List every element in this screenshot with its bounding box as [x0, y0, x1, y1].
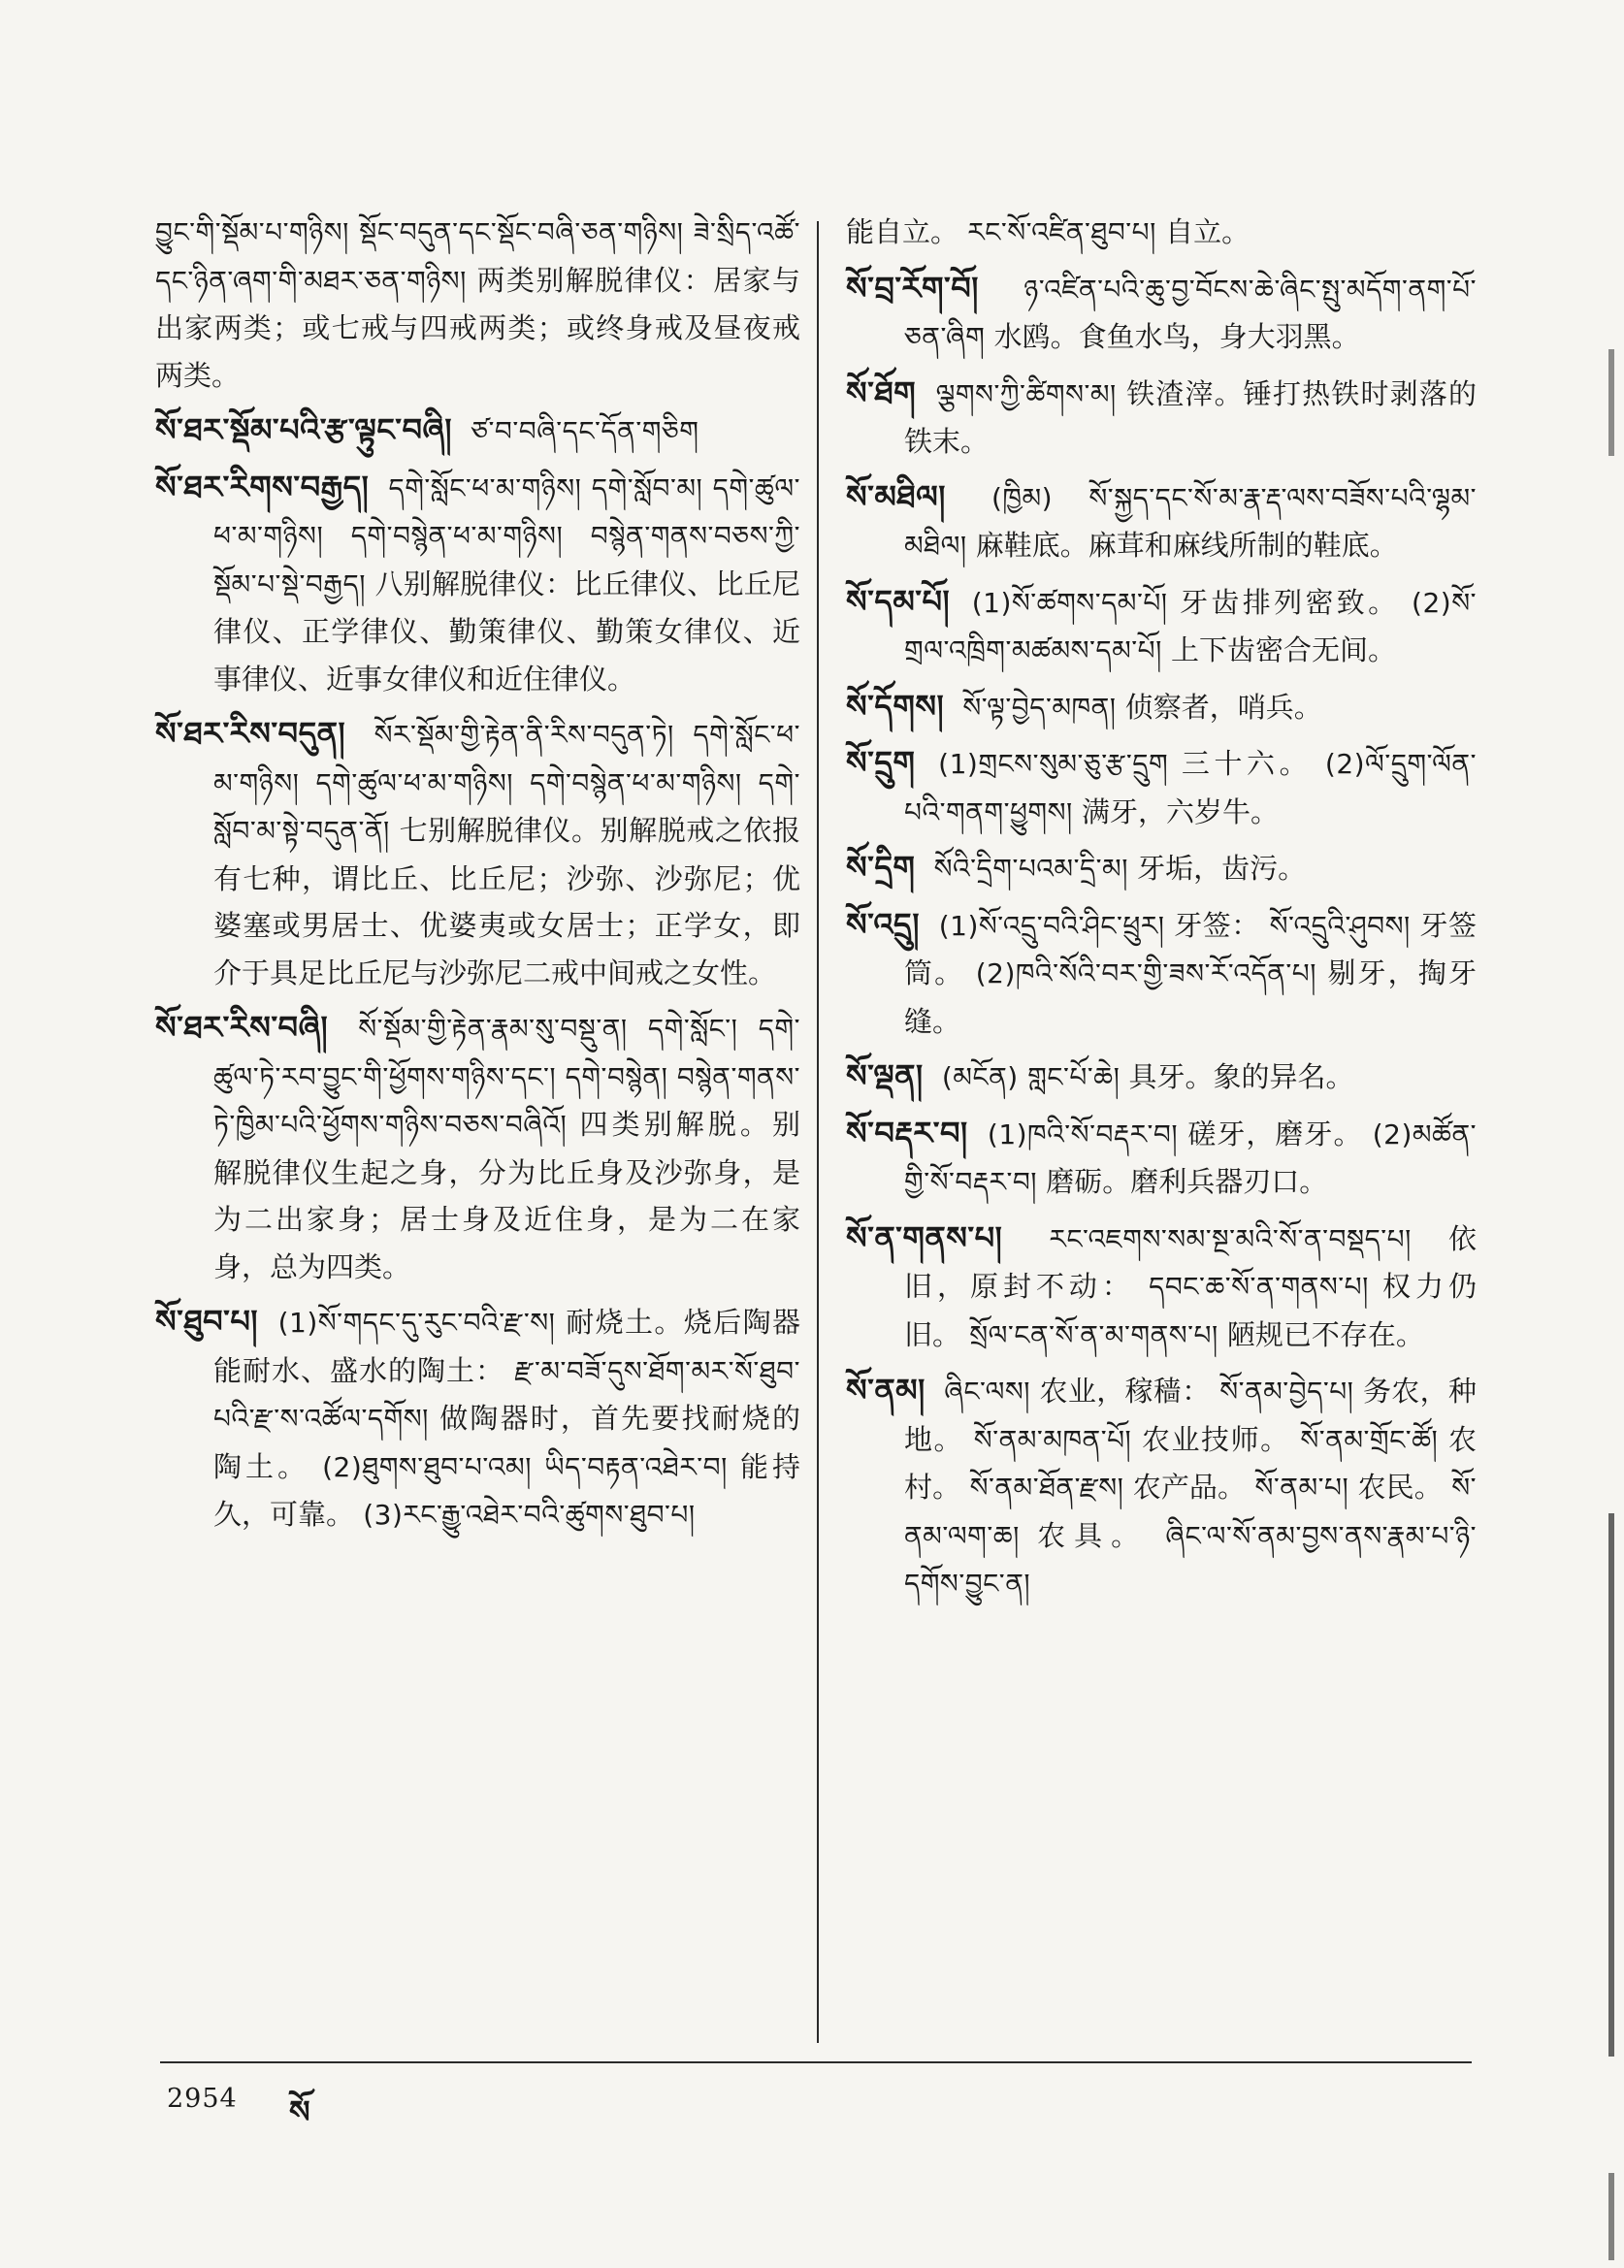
- page-number: 2954: [167, 2084, 238, 2114]
- footer-rule: [160, 2061, 1472, 2063]
- tibetan-definition: (2)སོ་གྲལ་འཁྲིག་མཚམས་དམ་པོ།: [904, 586, 1477, 666]
- chinese-example: 做陶器时，首先要找耐烧的陶土。: [213, 1402, 800, 1483]
- chinese-definition: 上下齿密合无间。: [1171, 633, 1397, 666]
- headword: སོ་དྲུག: [846, 744, 916, 781]
- scan-edge-mark: [1608, 349, 1614, 456]
- dictionary-entry: [846, 265, 1477, 362]
- dictionary-entry: [846, 683, 1477, 732]
- tibetan-definition: (2)ཁའི་སོའི་བར་གྱི་ཟས་རོ་འདོན་པ།: [975, 957, 1316, 989]
- headword: སོ་ཐར་རིས་བཞི།: [155, 1009, 329, 1046]
- headword: སོ་ལྡན།: [846, 1057, 924, 1094]
- dictionary-entry: [846, 844, 1477, 893]
- tibetan-definition: (2)མཚོན་གྱི་སོ་བརྡར་བ།: [904, 1118, 1478, 1198]
- chinese-definition: 能自立。: [846, 215, 959, 248]
- dictionary-entry: [155, 1298, 800, 1539]
- chinese-definition: 牙齿排列密致。: [1180, 585, 1400, 619]
- tibetan-example: སོ་ནམ་ཐོན་རྫས།: [969, 1472, 1124, 1504]
- chinese-definition: 农业，稼穑：: [1039, 1375, 1211, 1408]
- dictionary-entry: [846, 901, 1477, 1046]
- tibetan-definition: ཞིང་ལས།: [944, 1376, 1030, 1408]
- tibetan-definition: (1)སོ་གདང་དུ་རུང་བའི་རྫ་ས།: [277, 1307, 567, 1339]
- chinese-example: 农村。: [904, 1422, 1478, 1504]
- tibetan-definition: ཙ་བ་བཞི་དང་དོན་གཅིག: [471, 415, 699, 447]
- chinese-definition: 牙签：: [1174, 908, 1260, 942]
- dictionary-entry: [155, 406, 800, 456]
- scan-edge-mark: [1608, 1513, 1614, 2057]
- tibetan-definition: (3)རང་རྒྱུ་འཐེར་བའི་ཚུགས་ཐུབ་པ།: [363, 1499, 696, 1531]
- headword: སོ་ནམ།: [846, 1372, 926, 1409]
- tibetan-definition: སོའི་དྲིག་པའམ་དྲི་མ།: [933, 853, 1128, 885]
- tibetan-definition: སོ་སྡོམ་གྱི་རྟེན་རྣམ་སུ་བསྡུ་ན། དགེ་སློང་། དགེ་ཚུལ་ཏེ་རབ་བྱུང་གི་ཕྱོགས་གཉིས་དང་། དགེ་བསྙེན། བསྙེན་གནས་ཏེ་ཁྱིམ་པའི་ཕྱོགས་གཉིས་བཅས་བཞིའོ།: [213, 1013, 801, 1141]
- right-column: [846, 209, 1477, 1616]
- headword: སོ་མཐིལ།: [846, 477, 946, 515]
- chinese-definition: 侦察者，哨兵。: [1124, 690, 1322, 724]
- headword: སོ་དྲིག: [846, 849, 916, 886]
- chinese-definition: 铁渣滓。锤打热铁时剥落的铁末。: [904, 376, 1477, 458]
- chinese-definition: 三十六。: [1181, 747, 1313, 780]
- tibetan-example: སོ་འདྲུའི་ཤུབས།: [1269, 909, 1411, 942]
- left-column: [155, 209, 800, 1547]
- tibetan-example: རྫ་མ་བཟོ་དུས་ཐོག་མར་སོ་ཐུབ་པའི་རྫ་ས་འཚོལ་དགོས།: [213, 1354, 800, 1435]
- column-divider: [817, 221, 819, 2043]
- chinese-example: 务农，种地。: [904, 1375, 1477, 1456]
- headword: སོ་འདྲུ།: [846, 905, 920, 943]
- dictionary-entry: [846, 370, 1477, 466]
- headword: སོ་ཐར་སྡོམ་པའི་རྩ་ལྟུང་བཞི།: [155, 411, 453, 448]
- dictionary-entry: [846, 1110, 1477, 1207]
- chinese-example: 牙签筒。: [904, 908, 1478, 989]
- tibetan-definition: དགེ་སློང་ཕ་མ་གཉིས། དགེ་སློབ་མ། དགེ་ཚུལ་ཕ་མ་གཉིས། དགེ་བསྙེན་ཕ་མ་གཉིས། བསྙེན་གནས་བཅས་ཀྱི་སྡོམ་པ་སྡེ་བརྒྱད།: [213, 471, 800, 600]
- dictionary-entry: [846, 209, 1477, 257]
- scan-edge-mark: [1608, 2173, 1614, 2260]
- chinese-example: 农具。: [1037, 1518, 1149, 1552]
- running-head: སོ: [289, 2093, 310, 2130]
- chinese-example: 农业技师。: [1142, 1422, 1290, 1456]
- tibetan-definition: (1)ཁའི་སོ་བརྡར་བ།: [987, 1118, 1179, 1150]
- headword: སོ་ཐར་རིགས་བརྒྱད།: [155, 468, 370, 505]
- tibetan-example: སོ་ནམ་བྱེད་པ།: [1219, 1376, 1354, 1408]
- tibetan-example: རང་སོ་འཛིན་ཐུབ་པ།: [967, 216, 1156, 248]
- chinese-definition: 麻鞋底。麻茸和麻线所制的鞋底。: [975, 529, 1398, 562]
- chinese-definition: 剔牙，掏牙缝。: [904, 956, 1477, 1038]
- dictionary-entry: [155, 1004, 800, 1290]
- headword: སོ་དོགས།: [846, 687, 945, 725]
- chinese-definition: 满牙，六岁牛。: [1081, 794, 1279, 828]
- dictionary-entry: [846, 1215, 1477, 1360]
- chinese-definition: 水鸥。食鱼水鸟，身大羽黑。: [993, 320, 1360, 353]
- headword: སོ་ཐུབ་པ།: [155, 1303, 258, 1340]
- tibetan-definition: སོར་སྡོམ་གྱི་རྟེན་ནི་རིས་བདུན་ཏེ། དགེ་སློང་ཕ་མ་གཉིས། དགེ་ཚུལ་ཕ་མ་གཉིས། དགེ་བསྙེན་ཕ་མ་གཉིས། དགེ་སློབ་མ་སྟེ་བདུན་ནོ།: [213, 719, 800, 847]
- chinese-definition: 四类别解脱。别解脱律仪生起之身，分为比丘身及沙弥身，是为二出家身；居士身及近住身，是为二在家身，总为四类。: [213, 1108, 800, 1283]
- tibetan-definition: ཉ་འཛིན་པའི་ཆུ་བྱ་བོངས་ཆེ་ཞིང་སྤུ་མདོག་ནག་པོ་ཅན་ཞིག: [904, 273, 1477, 353]
- headword: སོ་ཐོག: [846, 373, 917, 411]
- chinese-example: 陋规已不存在。: [1226, 1317, 1424, 1351]
- headword: སོ་ན་གནས་པ།: [846, 1218, 1003, 1256]
- chinese-definition: 能持久，可靠。: [213, 1449, 800, 1531]
- headword: སོ་དམ་པོ།: [846, 582, 951, 620]
- tibetan-definition: (1)གྲངས་སུམ་ཅུ་རྩ་དྲུག: [938, 748, 1169, 780]
- tibetan-definition: (2)ལོ་དྲུག་ལོན་པའི་གནག་ཕྱུགས།: [904, 748, 1477, 828]
- chinese-example: 自立。: [1165, 215, 1250, 248]
- headword: སོ་བརྡར་བ།: [846, 1114, 968, 1151]
- tibetan-definition: (2)ཐུགས་ཐུབ་པ་འམ། ཡིད་བརྟན་འཐེར་བ།: [322, 1450, 728, 1483]
- dictionary-entry: [155, 209, 800, 399]
- headword: སོ་ཐར་རིས་བདུན།: [155, 715, 346, 752]
- tibetan-example: སོ་ནམ་པ།: [1254, 1472, 1349, 1504]
- tibetan-definition: (1)སོ་འདྲུ་བའི་ཤིང་ཕྲུར།: [938, 909, 1165, 942]
- dictionary-entry: [846, 1367, 1477, 1608]
- chinese-definition: 磋牙，磨牙。: [1187, 1117, 1363, 1150]
- dictionary-entry: [155, 464, 800, 703]
- tibetan-example: སྲོལ་ངན་སོ་ན་མ་གནས་པ།: [969, 1318, 1218, 1351]
- tibetan-example: སོ་ནམ་ལག་ཆ།: [904, 1472, 1478, 1552]
- tibetan-example: སོ་ནམ་གྲོང་ཚོ།: [1300, 1423, 1439, 1456]
- tibetan-definition: (མངོན) གླང་པོ་ཆེ།: [941, 1061, 1121, 1093]
- dictionary-entry: [846, 739, 1477, 836]
- chinese-definition: 八别解脱律仪：比丘律仪、比丘尼律仪、正学律仪、勤策律仪、勤策女律仪、近事律仪、近事女律仪和近住律仪。: [213, 567, 800, 696]
- tibetan-example: སོ་ནམ་མཁན་པོ།: [973, 1423, 1132, 1456]
- tibetan-definition: བྱུང་གི་སྡོམ་པ་གཉིས། སྡོང་བདུན་དང་སྡོང་བཞི་ཅན་གཉིས། ཟེ་སྲིད་འཚོ་དང་ཉིན་ཞག་གི་མཐར་ཅན་གཉིས།: [155, 216, 800, 297]
- chinese-example: 权力仍旧。: [904, 1270, 1478, 1351]
- tibetan-example: ཞིང་ལ་སོ་ནམ་བྱས་ནས་རྣམ་པ་ཉི་དགོས་བྱུང་ན།: [904, 1519, 1478, 1600]
- tibetan-definition: རང་འཇགས་སམ་སྔ་མའི་སོ་ན་བསྡད་པ།: [1049, 1222, 1412, 1255]
- tibetan-definition: སོ་ལྟ་བྱེད་མཁན།: [962, 691, 1117, 724]
- chinese-definition: 具牙。象的异名。: [1128, 1060, 1354, 1093]
- tibetan-definition: (ཁྱིམ) སོ་སྐྱད་དང་སོ་མ་རྣ་རྡ་ལས་བཟོས་པའི་ལྷམ་མཐིལ།: [904, 481, 1477, 562]
- tibetan-definition: ལྕགས་ཀྱི་ཚིགས་མ།: [935, 377, 1117, 410]
- chinese-definition: 两类别解脱律仪：居家与出家两类；或七戒与四戒两类；或终身戒及昼夜戒两类。: [155, 263, 800, 392]
- chinese-definition: 依旧，原封不动：: [904, 1221, 1478, 1303]
- dictionary-entry: [846, 578, 1477, 675]
- chinese-definition: 七别解脱律仪。别解脱戒之依报有七种，谓比丘、比丘尼；沙弥、沙弥尼；优婆塞或男居士、优婆夷或女居士；正学女，即介于具足比丘尼与沙弥尼二戒中间戒之女性。: [213, 814, 800, 989]
- chinese-example: 农产品。: [1132, 1471, 1247, 1504]
- headword: སོ་བྲ་རོག་བོ།: [846, 269, 979, 307]
- chinese-definition: 磨砺。磨利兵器刃口。: [1046, 1165, 1328, 1198]
- dictionary-entry: [155, 710, 800, 996]
- chinese-example: 农民。: [1357, 1471, 1443, 1504]
- tibetan-example: དབང་ཆ་སོ་ན་གནས་པ།: [1149, 1271, 1369, 1303]
- dictionary-entry: [846, 473, 1477, 570]
- chinese-definition: 耐烧土。烧后陶器能耐水、盛水的陶土：: [213, 1306, 800, 1387]
- dictionary-entry: [846, 1053, 1477, 1102]
- tibetan-definition: (1)སོ་ཚགས་དམ་པོ།: [971, 586, 1168, 619]
- chinese-definition: 牙垢，齿污。: [1137, 852, 1307, 885]
